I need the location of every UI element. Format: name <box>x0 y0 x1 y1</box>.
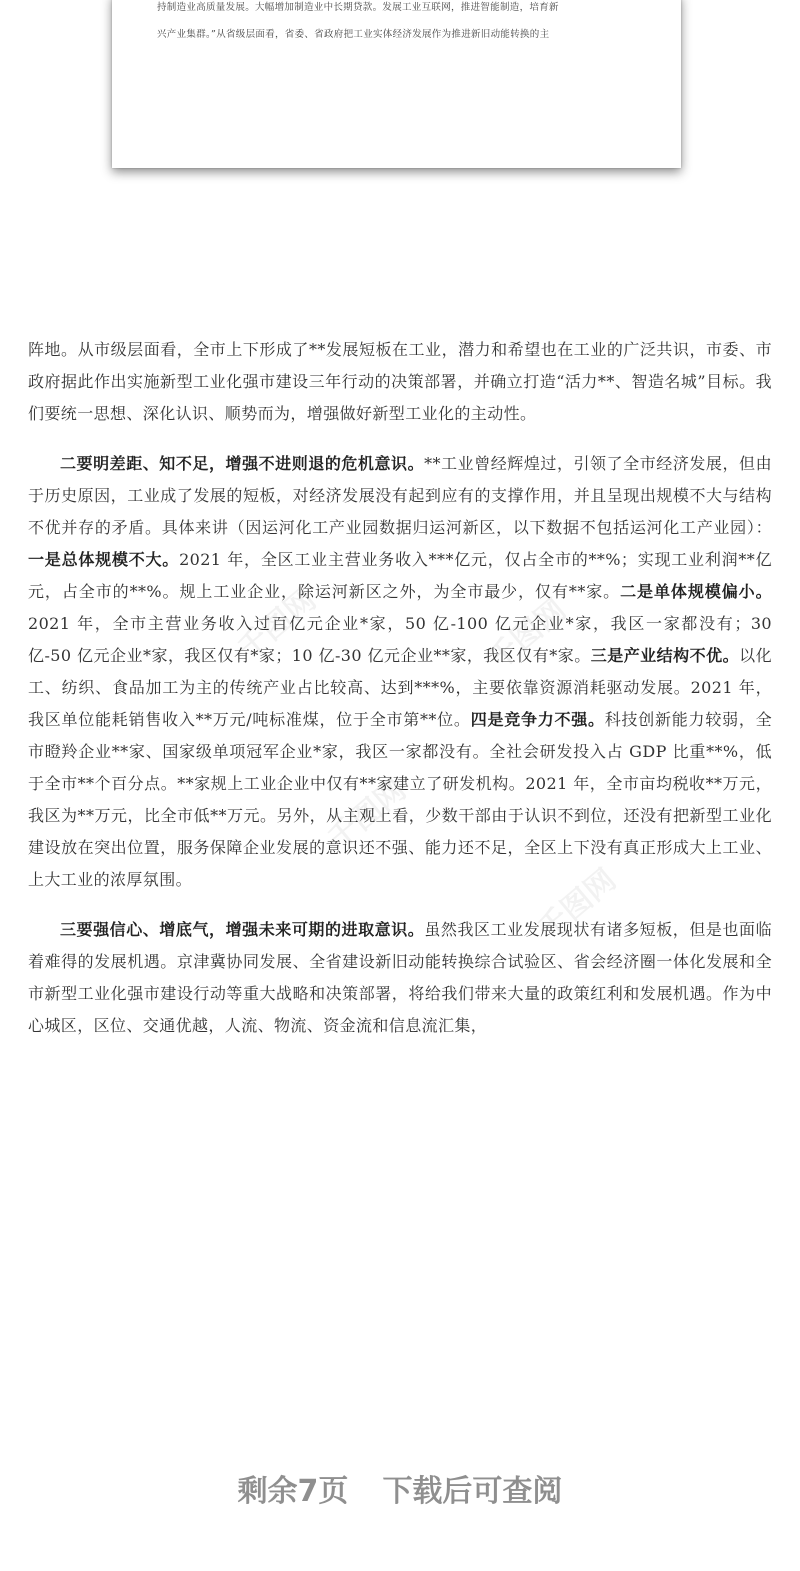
paragraph-text: 2021 年，全区工业主营业务收入***亿元，仅占全市的**%；实现工业利润**亿元，占全市的**%。规上工业企业，除运河新区之外，为全市最少，仅有**家。 <box>28 550 772 601</box>
preview-line: 兴产业集群。”从省级层面看，省委、省政府把工业实体经济发展作为推进新旧动能转换的主 <box>157 29 550 40</box>
preview-line: 持制造业高质量发展。大幅增加制造业中长期贷款。发展工业互联网，推进智能制造，培育新 <box>157 2 559 13</box>
section-heading: 三要强信心、增底气，增强未来可期的进取意识。 <box>60 920 425 939</box>
point-heading: 一是总体规模不大。 <box>28 550 180 569</box>
paragraph-3 <box>28 914 772 1042</box>
watermark: 千图网 <box>231 582 323 668</box>
point-heading: 四是竞争力不强。 <box>470 710 605 729</box>
document-body <box>28 334 772 1060</box>
section-heading: 二要明差距、知不足，增强不进则退的危机意识。 <box>60 454 425 473</box>
paragraph-text: 以化工、纺织、食品加工为主的传统产业占比较高、达到***%，主要依靠资源消耗驱动发展。2021 年，我区单位能耗销售收入**万元/吨标准煤，位于全市第**位。 <box>28 646 772 729</box>
download-banner[interactable] <box>0 1462 800 1522</box>
preview-text-block <box>157 0 647 48</box>
paragraph-text: 虽然我区工业发展现状有诸多短板，但是也面临着难得的发展机遇。京津冀协同发展、全省建设新旧动能转换综合试验区、省会经济圈一体化发展和全市新型工业化强市建设行动等重大战略和决策部署，将给我们带来大量的政策红利和发展机遇。作为中心城区，区位、交通优越，人流、物流、资金流和信息流汇集， <box>28 920 772 1035</box>
paragraph-text: **工业曾经辉煌过，引领了全市经济发展，但由于历史原因，工业成了发展的短板，对经济发展没有起到应有的支撑作用，并且呈现出规模不大与结构不优并存的矛盾。具体来讲（因运河化工产业园数据归运河新区，以下数据不包括运河化工产业园）： <box>28 454 772 537</box>
paragraph-1 <box>28 334 772 430</box>
preview-page-card <box>112 0 681 168</box>
watermark: 千图网 <box>481 592 573 678</box>
paragraph-2 <box>28 448 772 896</box>
paragraph-text: 科技创新能力较弱，全市瞪羚企业**家、国家级单项冠军企业*家，我区一家都没有。全社会研发投入占 GDP 比重**%，低于全市**个百分点。**家规上工业企业中仅有**家建立了研发机构。2021 年，全市亩均税收**万元，我区为**万元，比全市低**万元。另外，从主观上看，少数干部由于认识不到位，还没有把新型工业化建设放在突出位置，服务保障企业发展的意识还不强、能力还不足，全区上下没有真正形成大上工业、上大工业的浓厚氛围。 <box>28 710 772 889</box>
watermark: 千图网 <box>321 772 413 858</box>
point-heading: 二是单体规模偏小。 <box>620 582 772 601</box>
point-heading: 三是产业结构不优。 <box>590 646 740 665</box>
paragraph-text: 2021 年，全市主营业务收入过百亿元企业*家，50 亿-100 亿元企业*家，我区一家都没有；30 亿-50 亿元企业*家，我区仅有*家；10 亿-30 亿元企业**家，我区仅有*家。 <box>28 614 772 665</box>
remaining-pages-label[interactable]: 剩余7页 <box>237 1474 349 1509</box>
download-to-view-label[interactable]: 下载后可查阅 <box>382 1474 563 1509</box>
watermark: 千图网 <box>531 862 623 948</box>
paragraph-text: 阵地。从市级层面看，全市上下形成了**发展短板在工业，潜力和希望也在工业的广泛共识，市委、市政府据此作出实施新型工业化强市建设三年行动的决策部署，并确立打造“活力**、智造名城”目标。我们要统一思想、深化认识、顺势而为，增强做好新型工业化的主动性。 <box>28 340 772 423</box>
